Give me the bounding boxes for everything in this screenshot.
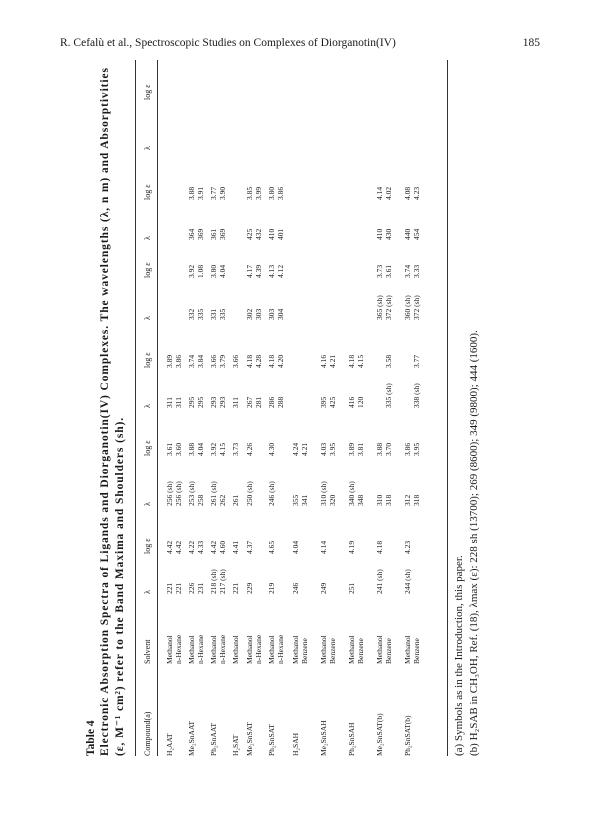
table-cell: 425 (245, 228, 254, 240)
table-cell: 410 (375, 228, 384, 240)
column-header: λ (143, 146, 152, 150)
solvent-cell: Methanol (245, 635, 254, 664)
table-cell: 335 (196, 308, 205, 320)
table-cell: 4.17 (245, 264, 254, 278)
table-cell: 4.03 (319, 442, 328, 456)
table-cell: 3.91 (196, 186, 205, 200)
table-cell: 311 (165, 397, 174, 408)
table-cell: 246 (sh) (267, 481, 276, 506)
column-header: λ (143, 236, 152, 240)
solvent-cell: n-Hexane (174, 634, 183, 664)
table-cell: 340 (sh) (347, 481, 356, 506)
table-cell: 221 (165, 582, 174, 594)
table-cell: 293 (218, 396, 227, 408)
page-number: 185 (522, 37, 540, 49)
table-cell: 3.74 (187, 354, 196, 368)
table-cell: 310 (375, 494, 384, 506)
table-cell: 338 (sh) (412, 383, 421, 408)
solvent-cell: n-Hexane (254, 634, 263, 664)
table-cell: 425 (328, 396, 337, 408)
table-cell: 281 (254, 396, 263, 408)
table-cell: 3.79 (218, 354, 227, 368)
table-cell: 3.86 (276, 186, 285, 200)
table-cell: 310 (sh) (319, 481, 328, 506)
table-cell: 4.42 (174, 540, 183, 554)
table-cell: 3.33 (412, 264, 421, 278)
table-cell: 4.24 (291, 442, 300, 456)
solvent-cell: Methanol (403, 635, 412, 664)
table-cell: 262 (218, 494, 227, 506)
table-label: Table 4 (85, 720, 97, 756)
table-cell: 246 (291, 582, 300, 594)
table-cell: 4.18 (245, 354, 254, 368)
table-cell: 318 (412, 494, 421, 506)
solvent-cell: n-Hexane (218, 634, 227, 664)
table-cell: 416 (347, 396, 356, 408)
table-cell: 4.21 (300, 442, 309, 456)
table-cell: 311 (174, 397, 183, 408)
solvent-cell: Benzene (356, 638, 365, 664)
table-cell: 410 (267, 228, 276, 240)
table-cell: 4.04 (218, 264, 227, 278)
table-cell: 3.70 (384, 442, 393, 456)
table-cell: 3.66 (231, 354, 240, 368)
table-cell: 217 (sh) (218, 569, 227, 594)
table-cell: 295 (196, 396, 205, 408)
table-cell: 320 (328, 494, 337, 506)
table-cell: 3.86 (174, 354, 183, 368)
table-cell: 253 (sh) (187, 481, 196, 506)
table-cell: 303 (254, 308, 263, 320)
table-cell: 4.33 (196, 540, 205, 554)
solvent-cell: Methanol (231, 635, 240, 664)
table-cell: 4.20 (276, 354, 285, 368)
table-cell: 231 (196, 582, 205, 594)
table-cell: 261 (sh) (209, 481, 218, 506)
solvent-cell: Methanol (187, 635, 196, 664)
solvent-cell: Methanol (319, 635, 328, 664)
table-cell: 4.23 (412, 186, 421, 200)
table-cell: 364 (187, 228, 196, 240)
column-header: log ε (143, 184, 152, 200)
running-head (60, 37, 540, 53)
table-cell: 3.73 (231, 442, 240, 456)
table-cell: 311 (231, 397, 240, 408)
table-cell: 4.04 (196, 442, 205, 456)
table-cell: 261 (231, 494, 240, 506)
table-cell: 288 (276, 396, 285, 408)
table-cell: 229 (245, 582, 254, 594)
table-cell: 4.23 (403, 540, 412, 554)
column-header: λ (143, 404, 152, 408)
table-cell: 219 (267, 582, 276, 594)
table-cell: 4.04 (291, 540, 300, 554)
column-header: log ε (143, 84, 152, 100)
table-cell: 401 (276, 228, 285, 240)
table-cell: 293 (209, 396, 218, 408)
table-cell: 303 (267, 308, 276, 320)
table-cell: 3.99 (254, 186, 263, 200)
table-cell: 3.61 (384, 264, 393, 278)
table-caption: Electronic Absorption Spectra of Ligands and Diorganotin(IV) Complexes. The wavelengths (λ, n m) and Absorptivities (ε, M⁻¹ cm²) refer to the Band Maxima and Shoulders (sh). (99, 67, 126, 756)
table-cell: 335 (218, 308, 227, 320)
table-cell: 3.85 (245, 186, 254, 200)
table-cell: 372 (sh) (384, 295, 393, 320)
table-cell: 4.18 (347, 354, 356, 368)
compound-name: Me₂SnSAT (245, 722, 254, 756)
compound-name: Ph₂SnAAT (209, 722, 218, 756)
table-cell: 395 (319, 396, 328, 408)
column-header: log ε (143, 538, 152, 554)
table-cell: 372 (sh) (412, 295, 421, 320)
table-top-rule (135, 60, 136, 756)
table-cell: 360 (sh) (403, 295, 412, 320)
table-cell: 331 (209, 308, 218, 320)
table-cell: 4.37 (245, 540, 254, 554)
running-head-title: R. Cefalù et al., Spectroscopic Studies on Complexes of Diorganotin(IV) (60, 37, 396, 49)
table-cell: 369 (218, 228, 227, 240)
table-cell: 4.08 (403, 186, 412, 200)
solvent-cell: n-Hexane (196, 634, 205, 664)
solvent-cell: Methanol (165, 635, 174, 664)
table-cell: 3.89 (347, 442, 356, 456)
table-cell: 4.22 (187, 540, 196, 554)
solvent-cell: Methanol (267, 635, 276, 664)
table-cell: 3.61 (165, 442, 174, 456)
table-cell: 4.13 (267, 264, 276, 278)
table-cell: 3.58 (384, 354, 393, 368)
table-cell: 251 (347, 582, 356, 594)
table-cell: 335 (sh) (384, 383, 393, 408)
table-cell: 3.80 (267, 186, 276, 200)
table-cell: 3.95 (328, 442, 337, 456)
compound-name: Ph₂SnSAT(b) (403, 715, 412, 756)
footnote-b: (b) H₂SAB in CH₃OH, Ref. (18), λmax (ε): 228 sh (13700); 269 (8600); 349 (9800); 444 (1600). (468, 330, 480, 756)
table-cell: 302 (245, 308, 254, 320)
table-cell: 4.65 (267, 540, 276, 554)
table-cell: 120 (356, 396, 365, 408)
table-cell: 3.77 (209, 186, 218, 200)
compound-name: Ph₂SnSAH (347, 722, 356, 756)
table-cell: 3.92 (209, 442, 218, 456)
column-header: Compound(a) (143, 711, 152, 756)
table-cell: 304 (276, 308, 285, 320)
table-cell: 258 (196, 494, 205, 506)
column-header: log ε (143, 262, 152, 278)
table-cell: 454 (412, 228, 421, 240)
rotated-table-block (85, 60, 535, 800)
table-cell: 332 (187, 308, 196, 320)
table-cell: 3.66 (209, 354, 218, 368)
column-header: log ε (143, 440, 152, 456)
table-cell: 4.39 (254, 264, 263, 278)
table-cell: 4.14 (375, 186, 384, 200)
table-cell: 4.28 (254, 354, 263, 368)
table-cell: 440 (403, 228, 412, 240)
compound-name: Me₂SnSAH (319, 720, 328, 756)
table-cell: 4.42 (209, 540, 218, 554)
table-cell: 3.88 (187, 186, 196, 200)
table-cell: 3.60 (174, 442, 183, 456)
table-cell: 244 (sh) (403, 569, 412, 594)
table-cell: 355 (291, 494, 300, 506)
table-cell: 4.15 (218, 442, 227, 456)
table-cell: 341 (300, 494, 309, 506)
table-cell: 3.95 (412, 442, 421, 456)
table-cell: 4.21 (328, 354, 337, 368)
table-header-rule (157, 60, 158, 756)
table-cell: 4.42 (165, 540, 174, 554)
table-cell: 3.89 (165, 354, 174, 368)
solvent-cell: Methanol (375, 635, 384, 664)
column-header: log ε (143, 352, 152, 368)
table-cell: 3.73 (375, 264, 384, 278)
solvent-cell: Benzene (328, 638, 337, 664)
table-cell: 3.74 (403, 264, 412, 278)
table-cell: 4.02 (384, 186, 393, 200)
table-cell: 3.80 (209, 264, 218, 278)
solvent-cell: Methanol (291, 635, 300, 664)
table-cell: 3.88 (375, 442, 384, 456)
table-cell: 249 (319, 582, 328, 594)
table-cell: 4.15 (356, 354, 365, 368)
table-cell: 256 (sh) (165, 481, 174, 506)
table-bottom-rule (447, 60, 448, 756)
column-header: λ (143, 502, 152, 506)
table-cell: 241 (sh) (375, 569, 384, 594)
table-cell: 218 (sh) (209, 569, 218, 594)
table-cell: 4.41 (231, 540, 240, 554)
table-cell: 369 (196, 228, 205, 240)
compound-name: Ph₂SnSAT (267, 724, 276, 756)
solvent-cell: Methanol (209, 635, 218, 664)
table-cell: 3.77 (412, 354, 421, 368)
solvent-cell: Benzene (384, 638, 393, 664)
table-cell: 4.18 (375, 540, 384, 554)
table-cell: 267 (245, 396, 254, 408)
solvent-cell: Methanol (347, 635, 356, 664)
table-cell: 4.26 (245, 442, 254, 456)
compound-name: H₂SAT (231, 734, 240, 756)
table-cell: 312 (403, 494, 412, 506)
table-cell: 3.92 (187, 264, 196, 278)
solvent-cell: n-Hexane (276, 634, 285, 664)
table-cell: 4.16 (319, 354, 328, 368)
table-cell: 1.08 (196, 264, 205, 278)
table-cell: 4.14 (319, 540, 328, 554)
table-cell: 286 (267, 396, 276, 408)
compound-name: Me₂SnSAT(b) (375, 713, 384, 756)
table-cell: 348 (356, 494, 365, 506)
table-cell: 250 (sh) (245, 481, 254, 506)
table-cell: 318 (384, 494, 393, 506)
table-cell: 3.81 (356, 442, 365, 456)
table-cell: 221 (231, 582, 240, 594)
table-cell: 3.86 (403, 442, 412, 456)
column-header: λ (143, 316, 152, 320)
table-cell: 361 (209, 228, 218, 240)
solvent-cell: Benzene (300, 638, 309, 664)
table-cell: 3.90 (218, 186, 227, 200)
table-cell: 4.18 (267, 354, 276, 368)
column-header: Solvent (143, 639, 152, 664)
table-cell: 256 (sh) (174, 481, 183, 506)
table-cell: 295 (187, 396, 196, 408)
table-cell: 4.12 (276, 264, 285, 278)
footnote-a: (a) Symbols as in the Introduction, this paper. (453, 555, 465, 756)
table-cell: 3.88 (187, 442, 196, 456)
column-header: λ (143, 590, 152, 594)
table-cell: 4.60 (218, 540, 227, 554)
compound-name: H₂AAT (165, 733, 174, 756)
table-cell: 221 (174, 582, 183, 594)
table-cell: 4.19 (347, 540, 356, 554)
compound-name: H₂SAH (291, 732, 300, 756)
table-cell: 226 (187, 582, 196, 594)
table-cell: 430 (384, 228, 393, 240)
table-cell: 365 (sh) (375, 295, 384, 320)
table-cell: 3.84 (196, 354, 205, 368)
table-cell: 432 (254, 228, 263, 240)
compound-name: Me₂SnAAT (187, 720, 196, 756)
table-cell: 4.30 (267, 442, 276, 456)
solvent-cell: Benzene (412, 638, 421, 664)
